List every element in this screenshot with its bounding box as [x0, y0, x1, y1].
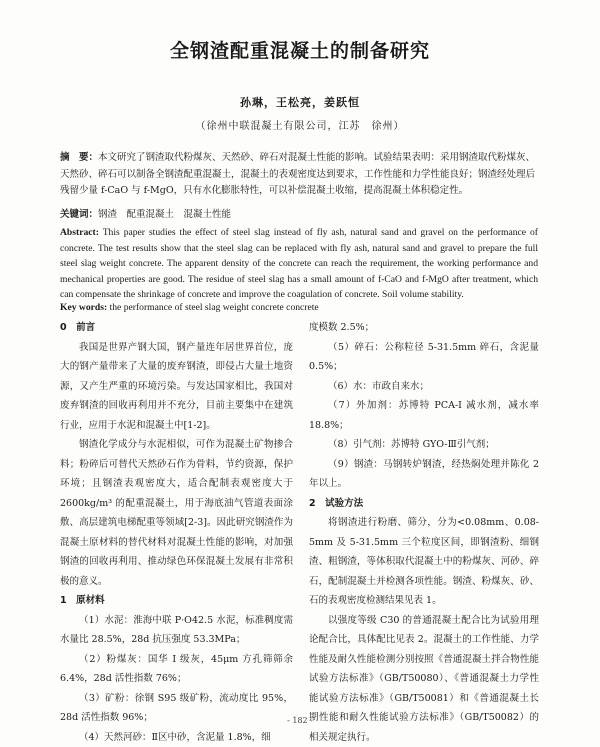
paragraph: 我国是世界产钢大国，钢产量连年居世界首位，庞大的钢产量带来了大量的废弃钢渣，即侵占大量土地资源，又产生严重的环境污染。与发达国家相比，我国对废弃钢渣的回收再利用并不充分，目前主要集中在建筑行业，应用于水泥和混凝土中[1-2]。	[60, 338, 293, 436]
material-item: （4）天然河砂：Ⅱ区中砂，含泥量 1.8%，细	[60, 728, 293, 747]
affiliation: （徐州中联混凝土有限公司，江苏 徐州）	[0, 117, 600, 132]
authors: 孙琳，王松亮，姜跃恒	[0, 94, 600, 110]
abstract-en-text: This paper studies the effect of steel slag instead of fly ash, natural sand and gravel on the performance of concrete. The test results show that the steel slag can be replaced with fly ash, natural sand and gravel to prepare the full steel slag weight concrete. The apparent density of the concrete can reach the requirement, the working performance and mechanical properties are good. The residue of steel slag has a small amount of f-CaO and f-MgO after treatment, which can compensate the shrinkage of concrete and improve the coagulation of concrete. Soil volume stability.	[60, 227, 538, 300]
section-heading-intro: 0 前言	[60, 318, 293, 338]
paragraph: 将钢渣进行粉磨、筛分，分为<0.08mm、0.08-5mm 及 5-31.5mm 三个粒度区间，即钢渣粉、细钢渣、粗钢渣，等体积取代混凝土中的粉煤灰、河砂、碎石，配制混凝土并检测各项性能。钢渣、粉煤灰、砂、石的表观密度检测结果见表 1。	[309, 513, 539, 611]
abstract-cn	[60, 150, 538, 200]
abstract-cn-text: 本文研究了钢渣取代粉煤灰、天然砂、碎石对混凝土性能的影响。试验结果表明：采用钢渣取代粉煤灰、天然砂、碎石可以制备全钢渣配重混凝土，混凝土的表观密度达到要求，工作性能和力学性能良好；钢渣经处理后残留少量 f-CaO 与 f-MgO，只有水化膨胀特性，可以补偿混凝土收缩，提高混凝土体积稳定性。	[60, 152, 535, 196]
keywords-cn-label: 关键词：	[60, 209, 98, 220]
paragraph: 以强度等级 C30 的普通混凝土配合比为试验用理论配合比，具体配比见表 2。混凝土的工作性能、力学性能及耐久性能检测分别按照《普通混凝土拌合物性能试验方法标准》（GB/T50080）、《普通混凝土力学性能试验方法标准》（GB/T50081）和《普通混凝土长期性能和耐久性能试验方法标准》（GB/T50082）的相关规定执行。	[309, 611, 539, 747]
material-item: （3）矿粉：徐钢 S95 级矿粉，流动度比 95%，28d 活性指数 96%；	[60, 689, 293, 728]
material-item: （6）水：市政自来水；	[309, 377, 539, 397]
paragraph: 钢渣化学成分与水泥相似，可作为混凝土矿物掺合料；粉碎后可替代天然砂石作为骨料，节约资源，保护环境；且钢渣表观密度大，适合配制表观密度大于 2600kg/m³ 的配重混凝土，用于海底油气管道表面涂敷、高层建筑电梯配重等领域[2-3]。因此研究钢渣作为混凝土原材料的替代材料对混凝土性能的影响，对加强钢渣的回收再利用、推动绿色环保混凝土发展有非常积极的意义。	[60, 435, 293, 591]
keywords-en	[60, 300, 538, 315]
material-item: （2）粉煤灰：国华 I 级灰，45μm 方孔筛筛余 6.4%，28d 活性指数 76%；	[60, 650, 293, 689]
keywords-cn	[60, 207, 538, 223]
material-item: （5）碎石：公称粒径 5-31.5mm 碎石，含泥量 0.5%；	[309, 338, 539, 377]
keywords-cn-text: 钢渣 配重混凝土 混凝土性能	[98, 209, 231, 220]
abstract-en-label: Abstract:	[60, 227, 99, 238]
material-item: （7）外加剂：苏博特 PCA-I 减水剂，减水率 18.8%；	[309, 396, 539, 435]
paper-title: 全钢渣配重混凝土的制备研究	[0, 36, 600, 63]
material-item-continued: 度模数 2.5%；	[309, 318, 539, 338]
section-heading-methods: 2 试验方法	[309, 494, 539, 514]
abstract-en	[60, 225, 538, 303]
abstract-cn-label: 摘 要：	[60, 152, 98, 163]
material-item: （8）引气剂：苏博特 GYO-Ⅲ引气剂；	[309, 435, 539, 455]
right-column	[309, 318, 539, 747]
left-column	[60, 318, 293, 747]
keywords-en-label: Key words:	[60, 302, 107, 313]
material-item: （1）水泥：淮海中联 P·O42.5 水泥，标准稠度需水量比 28.5%，28d 抗压强度 53.3MPa；	[60, 611, 293, 650]
material-item: （9）钢渣：马钢转炉钢渣，经热焖处理并陈化 2 年以上。	[309, 455, 539, 494]
keywords-en-text: the performance of steel slag weight concrete concrete	[110, 302, 319, 313]
page-number: - 182 -	[0, 716, 600, 725]
section-heading-materials: 1 原材料	[60, 591, 293, 611]
